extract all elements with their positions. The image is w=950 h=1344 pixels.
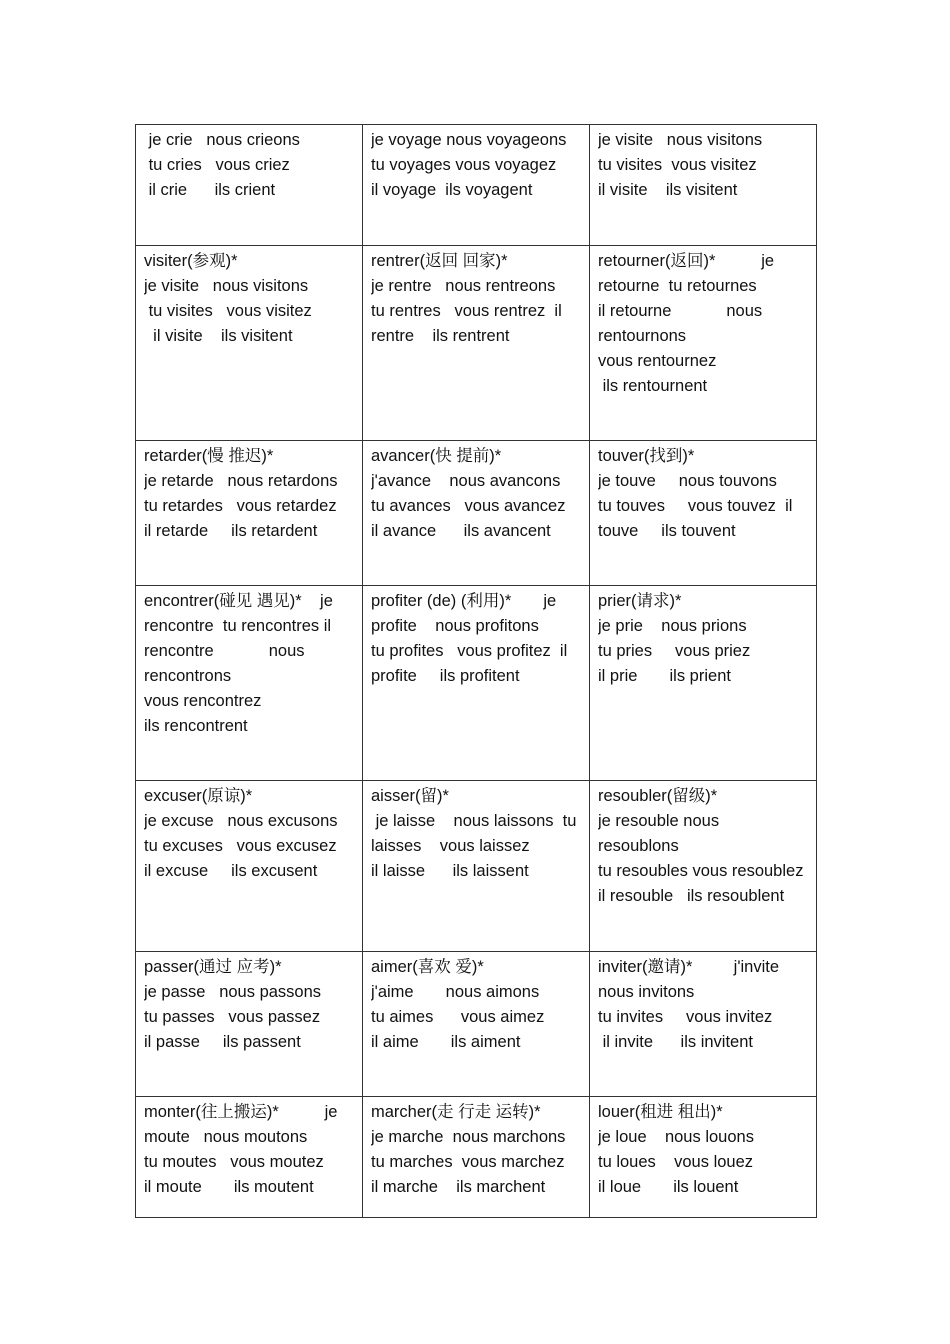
conjugation-table — [135, 124, 817, 1218]
conjugation-line: il crie ils crient — [144, 181, 276, 199]
conjugation-line: tu loues vous louez — [598, 1153, 754, 1171]
verb-line-first: je visite nous visitons — [598, 131, 763, 149]
conjugation-line: tu resoubles vous resoublez — [598, 862, 804, 880]
conjugation-line: rencontre tu rencontres il — [144, 617, 332, 635]
verb-cell — [363, 952, 590, 1097]
conjugation-line: il avance ils avancent — [371, 522, 551, 540]
conjugation-line: touve ils touvent — [598, 522, 736, 540]
conjugation-line: tu profites vous profitez il — [371, 642, 568, 660]
conjugation-line: tu voyages vous voyagez — [371, 156, 557, 174]
conjugation-line: vous rencontrez — [144, 692, 262, 710]
conjugation-line: rencontrons — [144, 667, 232, 685]
verb-line-first: excuser(原谅)* — [144, 787, 253, 805]
verb-cell — [363, 781, 590, 952]
verb-cell — [136, 125, 363, 246]
conjugation-line: tu cries vous criez — [144, 156, 290, 174]
conjugation-line: j'avance nous avancons — [371, 472, 561, 490]
conjugation-line: rentournons — [598, 327, 687, 345]
verb-cell — [363, 441, 590, 586]
conjugation-table-body — [136, 125, 817, 1218]
table-row — [136, 586, 817, 781]
verb-cell — [590, 781, 817, 952]
verb-line-first: inviter(邀请)* j'invite — [598, 958, 780, 976]
verb-line-first: touver(找到)* — [598, 447, 695, 465]
conjugation-line: il retarde ils retardent — [144, 522, 318, 540]
verb-cell — [363, 246, 590, 441]
conjugation-line: il passe ils passent — [144, 1033, 301, 1051]
conjugation-line: rencontre nous — [144, 642, 305, 660]
conjugation-line: tu avances vous avancez — [371, 497, 566, 515]
conjugation-line: moute nous moutons — [144, 1128, 308, 1146]
verb-line-first: je voyage nous voyageons — [371, 131, 567, 149]
conjugation-line: il marche ils marchent — [371, 1178, 546, 1196]
verb-line-first: aimer(喜欢 爱)* — [371, 958, 484, 976]
conjugation-line: tu rentres vous rentrez il — [371, 302, 562, 320]
verb-cell — [590, 125, 817, 246]
verb-cell — [590, 441, 817, 586]
conjugation-line: tu touves vous touvez il — [598, 497, 793, 515]
conjugation-line: je resouble nous — [598, 812, 720, 830]
verb-cell — [590, 1097, 817, 1218]
verb-line-first: rentrer(返回 回家)* — [371, 252, 508, 270]
verb-cell — [590, 246, 817, 441]
conjugation-line: tu retardes vous retardez — [144, 497, 337, 515]
table-row — [136, 952, 817, 1097]
conjugation-line: je loue nous louons — [598, 1128, 754, 1146]
conjugation-line: je touve nous touvons — [598, 472, 777, 490]
conjugation-line: je marche nous marchons — [371, 1128, 566, 1146]
verb-line-first: je crie nous crieons — [144, 131, 300, 149]
conjugation-line: tu visites vous visitez — [598, 156, 757, 174]
conjugation-line: je rentre nous rentreons — [371, 277, 556, 295]
verb-line-first: retourner(返回)* je — [598, 252, 775, 270]
verb-cell — [136, 781, 363, 952]
table-row — [136, 441, 817, 586]
verb-line-first: visiter(参观)* — [144, 252, 238, 270]
verb-cell — [136, 246, 363, 441]
conjugation-line: il loue ils louent — [598, 1178, 739, 1196]
table-row — [136, 246, 817, 441]
conjugation-line: vous rentournez — [598, 352, 717, 370]
verb-line-first: monter(往上搬运)* je — [144, 1103, 338, 1121]
verb-cell — [136, 441, 363, 586]
verb-cell — [590, 952, 817, 1097]
verb-line-first: passer(通过 应考)* — [144, 958, 282, 976]
conjugation-line: laisses vous laissez — [371, 837, 530, 855]
conjugation-line: il visite ils visitent — [598, 181, 738, 199]
table-row — [136, 781, 817, 952]
conjugation-line: je laisse nous laissons tu — [371, 812, 577, 830]
conjugation-line: nous invitons — [598, 983, 695, 1001]
conjugation-line: il voyage ils voyagent — [371, 181, 533, 199]
conjugation-line: tu marches vous marchez — [371, 1153, 565, 1171]
verb-line-first: avancer(快 提前)* — [371, 447, 502, 465]
conjugation-line: tu moutes vous moutez — [144, 1153, 324, 1171]
conjugation-line: je retarde nous retardons — [144, 472, 338, 490]
conjugation-line: tu pries vous priez — [598, 642, 751, 660]
conjugation-line: il retourne nous — [598, 302, 763, 320]
verb-line-first: profiter (de) (利用)* je — [371, 592, 557, 610]
verb-cell — [363, 586, 590, 781]
conjugation-line: il resouble ils resoublent — [598, 887, 785, 905]
table-row — [136, 1097, 817, 1218]
verb-cell — [136, 586, 363, 781]
verb-line-first: resoubler(留级)* — [598, 787, 718, 805]
verb-line-first: marcher(走 行走 运转)* — [371, 1103, 541, 1121]
conjugation-line: il moute ils moutent — [144, 1178, 314, 1196]
conjugation-line: il invite ils invitent — [598, 1033, 753, 1051]
verb-line-first: retarder(慢 推迟)* — [144, 447, 274, 465]
conjugation-line: tu invites vous invitez — [598, 1008, 773, 1026]
conjugation-line: il excuse ils excusent — [144, 862, 318, 880]
verb-line-first: louer(租进 租出)* — [598, 1103, 723, 1121]
conjugation-line: tu aimes vous aimez — [371, 1008, 545, 1026]
conjugation-line: ils rencontrent — [144, 717, 248, 735]
conjugation-line: tu excuses vous excusez — [144, 837, 337, 855]
verb-line-first: aisser(留)* — [371, 787, 449, 805]
conjugation-line: il visite ils visitent — [144, 327, 293, 345]
conjugation-line: resoublons — [598, 837, 679, 855]
conjugation-line: je excuse nous excusons — [144, 812, 338, 830]
verb-cell — [136, 1097, 363, 1218]
conjugation-line: rentre ils rentrent — [371, 327, 510, 345]
conjugation-line: profite ils profitent — [371, 667, 520, 685]
conjugation-line: je visite nous visitons — [144, 277, 309, 295]
conjugation-line: il prie ils prient — [598, 667, 731, 685]
verb-cell — [136, 952, 363, 1097]
conjugation-line: tu visites vous visitez — [144, 302, 312, 320]
verb-line-first: prier(请求)* — [598, 592, 682, 610]
conjugation-line: j'aime nous aimons — [371, 983, 540, 1001]
verb-line-first: encontrer(碰见 遇见)* je — [144, 592, 333, 610]
verb-cell — [363, 1097, 590, 1218]
conjugation-line: profite nous profitons — [371, 617, 539, 635]
conjugation-line: ils rentournent — [598, 377, 708, 395]
conjugation-line: je prie nous prions — [598, 617, 747, 635]
conjugation-line: retourne tu retournes — [598, 277, 757, 295]
verb-cell — [363, 125, 590, 246]
conjugation-line: je passe nous passons — [144, 983, 322, 1001]
conjugation-line: il aime ils aiment — [371, 1033, 521, 1051]
verb-cell — [590, 586, 817, 781]
conjugation-line: il laisse ils laissent — [371, 862, 529, 880]
conjugation-line: tu passes vous passez — [144, 1008, 321, 1026]
table-row — [136, 125, 817, 246]
